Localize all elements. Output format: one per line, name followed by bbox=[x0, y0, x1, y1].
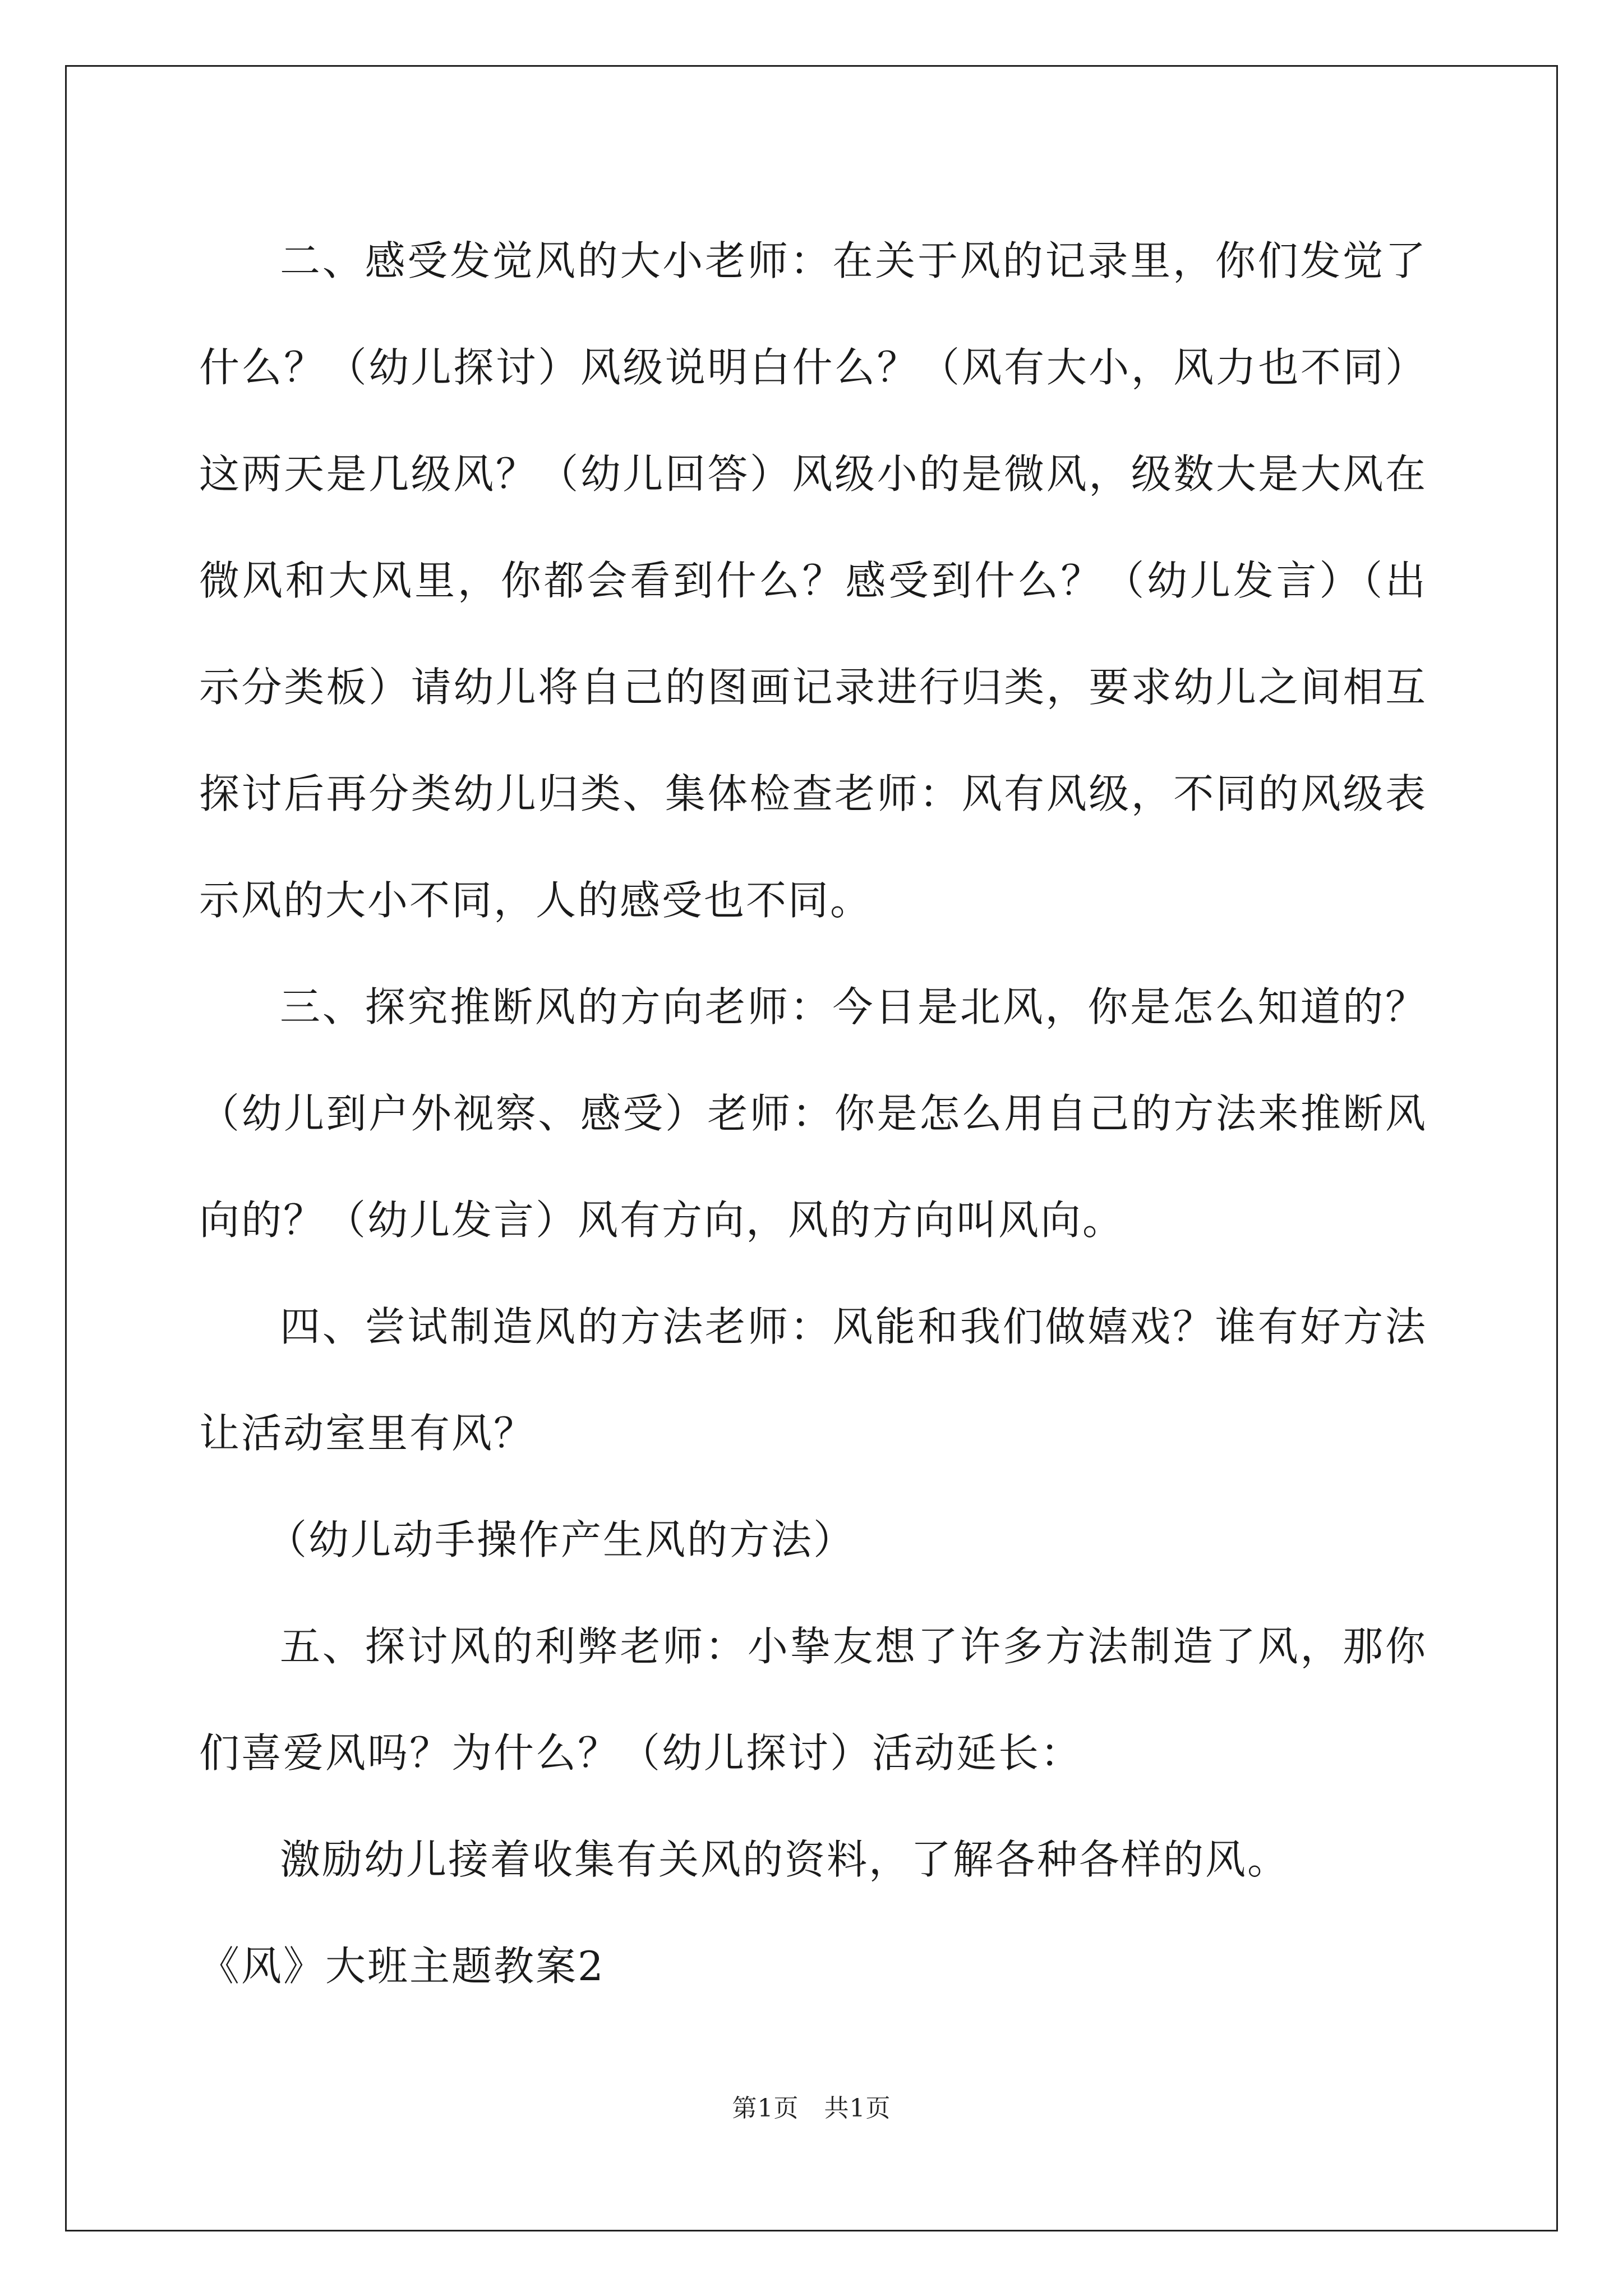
paragraph-extension: 激励幼儿接着收集有关风的资料，了解各种各样的风。 bbox=[280, 1836, 1290, 1883]
paragraph-pros-cons: 五、探讨风的利弊老师：小挚友想了许多方法制造了风，那你们喜爱风吗？为什么？（幼儿探讨）活动延长： bbox=[199, 1623, 1427, 1777]
document-body bbox=[199, 208, 1427, 2019]
paragraph-feel-wind-strength: 二、感受发觉风的大小老师：在关于风的记录里，你们发觉了什么？（幼儿探讨）风级说明白什么？（风有大小，风力也不同）这两天是几级风？（幼儿回答）风级小的是微风，级数大是大风在微风和大风里，你都会看到什么？感受到什么？（幼儿发言）（出示分类板）请幼儿将自己的图画记录进行归类，要求幼儿之间相互探讨后再分类幼儿归类、集体检查老师：风有风级，不同的风级表示风的大小不同，人的感受也不同。 bbox=[199, 237, 1427, 924]
paragraph-hands-on: （幼儿动手操作产生风的方法） bbox=[266, 1516, 856, 1563]
section-heading: 《风》大班主题教案2 bbox=[199, 1943, 605, 1990]
page-footer: 第1页 共1页 bbox=[732, 2094, 891, 2123]
paragraph-make-wind: 四、尝试制造风的方法老师：风能和我们做嬉戏？谁有好方法让活动室里有风？ bbox=[199, 1303, 1427, 1457]
paragraph-wind-direction: 三、探究推断风的方向老师：今日是北风，你是怎么知道的？（幼儿到户外视察、感受）老师：你是怎么用自己的方法来推断风向的？（幼儿发言）风有方向，风的方向叫风向。 bbox=[199, 983, 1427, 1244]
